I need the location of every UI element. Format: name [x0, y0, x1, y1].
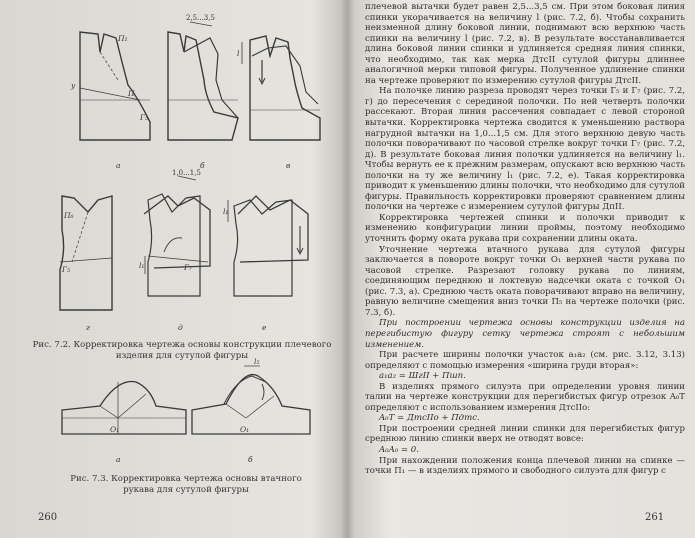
right-page: [349, 0, 695, 538]
left-page: [0, 0, 345, 538]
paragraph: При расчете ширины полочки участок a₁a₂ (см. рис. 3.12, 3.13) определяют с помощью измерения «ширина груди вторая»:: [365, 350, 685, 371]
svg-text:Г₅: Г₅: [62, 265, 70, 274]
svg-text:д: д: [178, 323, 183, 332]
svg-text:П₁: П₁: [118, 34, 128, 43]
svg-text:б: б: [248, 455, 253, 464]
svg-text:l₁: l₁: [139, 261, 145, 270]
svg-text:1,0...1,5: 1,0...1,5: [172, 169, 201, 177]
panel-a-drawing: [80, 32, 150, 140]
svg-text:б: б: [200, 161, 205, 170]
formula: A₀A₀ = 0.: [379, 444, 419, 455]
fig73-panel-b-drawing: [192, 366, 310, 434]
svg-text:2,5...3,5: 2,5...3,5: [186, 14, 215, 22]
svg-text:П₆: П₆: [64, 211, 74, 220]
svg-text:Г₅: Г₅: [140, 113, 148, 122]
svg-text:а: а: [116, 161, 121, 170]
paragraph: На полочке линию разреза проводят через точки Г₅ и Г₇ (рис. 7.2, г) до пересечения с серединой полочки. По ней четверть полочки рассекают. Вторая линия рассечения совпадает с левой стороной вытачки. Корректировка чертежа сводится к уменьшению раствора нагрудной вытачки на 1,0...1,5 см. Для этого верхнюю девую часть полочки поворачивают по часовой стрелке вокруг точки Г₇ (рис. 7.2, д). В результате боковая линия полочки удлиняется на величину l₁. Чтобы вернуть ее к прежним размерам, опускают всю верхнюю часть полочки на ту же величину l₁ (рис. 7.2, е). Такая корректировка приводит к уменьшению длины полочки, что необходимо для сутулой фигуры. Правильность корректировки проверяют сравнением длины полочки на чертеже с измерением сутулой фигуры ДпII.: [365, 86, 685, 213]
paragraph: В изделиях прямого силуэта при определении уровня линии талии на чертеже конструкции для перегибистых фигур отрезок A₀T определяют с использованием измерения ДтсIIо:: [365, 381, 685, 413]
paragraph: плечевой вытачки будет равен 2,5...3,5 см. При этом боковая линия спинки укорачивается на величину l (рис. 7.2, б). Чтобы сохранить неизменной длину боковой линии, поднимают всю верхнюю часть спинки на величину l (рис. 7.2, в). В результате восстанавливается длина боковой линии спинки и удлиняется средняя линия спинки, что необходимо, так как мерка ДтсII сутулой фигуры длиннее аналогичной мерки типовой фигуры. Полученное удлинение спинки на чертеже проверяют по измерению сутулой фигуры ДтсII.: [365, 2, 685, 86]
page-number-right: 261: [645, 512, 665, 523]
paragraph: При нахождении положения конца плечевой линии на спинке — точки П₁ — в изделиях прямого и свободного силуэта для фигур с: [365, 455, 685, 477]
svg-text:l₅: l₅: [254, 357, 260, 366]
paragraph: Уточнение чертежа втачного рукава для сутулой фигуры заключается в повороте вокруг точки O₁ верхней части рукава по часовой стрелке. Разрезают головку рукава по линиям, соединяющим переднюю и локтевую надсечки оката с точкой O₁ (рис. 7.3, а). Среднюю часть оката поворачивают вправо на величину, равную величине смещения вниз точки П₅ на чертеже полочки (рис. 7.3, б).: [365, 244, 685, 318]
paragraph: При построении чертежа основы конструкции изделия на перегибистую фигуру сетку чертежа строят с небольшим изменением.: [365, 318, 685, 350]
page-number-left: 260: [38, 512, 58, 523]
figure-7-3-caption: Рис. 7.3. Корректировка чертежа основы втачного рукава для сутулой фигуры: [70, 474, 302, 495]
svg-text:l₁: l₁: [223, 207, 229, 216]
body-text: [365, 2, 685, 477]
svg-text:г: г: [86, 323, 90, 332]
svg-text:е: е: [262, 323, 267, 332]
formula: a₁a₂ = ШгII + Пшп.: [379, 371, 466, 382]
svg-text:l: l: [237, 49, 240, 58]
svg-text:а: а: [116, 455, 121, 464]
paragraph: Корректировка чертежей спинки и полочки приводит к изменению конфигурации линии проймы, поэтому необходимо уточнить форму оката рукава при сохранении длины оката.: [365, 212, 685, 245]
svg-text:в: в: [286, 161, 291, 170]
svg-text:O₁: O₁: [110, 425, 120, 434]
svg-text:O₁: O₁: [240, 425, 250, 434]
figure-7-2-caption: Рис. 7.2. Корректировка чертежа основы конструкции плечевого изделия для сутулой фигуры: [32, 340, 332, 361]
svg-text:у: у: [71, 81, 76, 90]
figure-7-2-drawing: [0, 0, 345, 538]
panel-b-drawing: [168, 22, 238, 140]
svg-text:Г₇: Г₇: [184, 263, 192, 272]
panel-e-drawing: [228, 196, 308, 296]
panel-d-drawing: [144, 176, 210, 296]
svg-text:П: П: [128, 89, 135, 98]
panel-c-drawing: [242, 36, 320, 140]
formula: A₀T = ДтсIIо + Пдтс.: [379, 413, 480, 424]
paragraph: При построении средней линии спинки для перегибистых фигур среднюю линию спинки вверх не отводят вовсе:: [365, 423, 685, 445]
fig73-panel-a-drawing: [62, 382, 186, 435]
